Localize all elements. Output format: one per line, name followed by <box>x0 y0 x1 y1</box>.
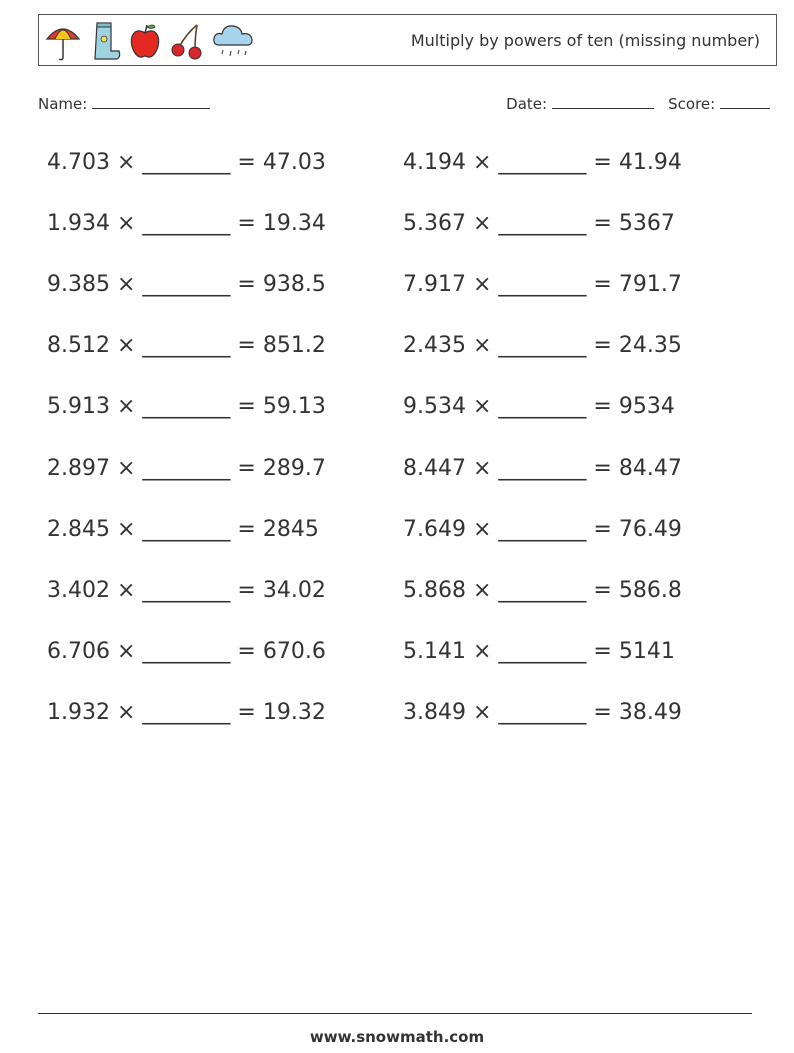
times-sign: × <box>472 639 492 664</box>
problem-left-6 <box>47 454 326 484</box>
answer-blank[interactable]: ________ <box>498 272 587 297</box>
score-blank[interactable] <box>720 94 770 109</box>
worksheet-title: Multiply by powers of ten (missing number) <box>410 31 760 50</box>
product: 24.35 <box>618 333 682 358</box>
problem-right-4 <box>403 331 682 361</box>
product: 84.47 <box>618 456 682 481</box>
times-sign: × <box>472 150 492 175</box>
equals-sign: = <box>593 639 612 664</box>
times-sign: × <box>472 394 492 419</box>
product: 289.7 <box>262 456 326 481</box>
problem-right-1 <box>403 148 682 178</box>
equals-sign: = <box>593 150 612 175</box>
apple-icon <box>127 19 163 63</box>
factor: 9.534 <box>403 394 466 419</box>
factor: 2.897 <box>47 456 110 481</box>
cherries-icon <box>167 19 207 63</box>
times-sign: × <box>116 456 136 481</box>
factor: 9.385 <box>47 272 110 297</box>
times-sign: × <box>472 517 492 542</box>
date-blank[interactable] <box>552 94 654 109</box>
factor: 6.706 <box>47 639 110 664</box>
problem-left-3 <box>47 270 326 300</box>
equals-sign: = <box>593 456 612 481</box>
product: 59.13 <box>262 394 326 419</box>
answer-blank[interactable]: ________ <box>142 700 231 725</box>
worksheet-header <box>38 14 777 66</box>
student-info-row <box>38 94 770 114</box>
times-sign: × <box>472 456 492 481</box>
answer-blank[interactable]: ________ <box>498 211 587 236</box>
equals-sign: = <box>237 272 256 297</box>
answer-blank[interactable]: ________ <box>142 394 231 419</box>
times-sign: × <box>116 517 136 542</box>
score-label: Score: <box>668 95 716 113</box>
product: 34.02 <box>262 578 326 603</box>
product: 9534 <box>618 394 675 419</box>
factor: 8.447 <box>403 456 466 481</box>
name-field <box>38 94 210 113</box>
footer-divider <box>38 1013 752 1014</box>
product: 2845 <box>262 517 319 542</box>
name-label: Name: <box>38 95 88 113</box>
times-sign: × <box>116 150 136 175</box>
product: 47.03 <box>262 150 326 175</box>
equals-sign: = <box>593 517 612 542</box>
equals-sign: = <box>237 639 256 664</box>
problem-left-7 <box>47 515 319 545</box>
rain-cloud-icon <box>211 19 255 63</box>
factor: 5.913 <box>47 394 110 419</box>
answer-blank[interactable]: ________ <box>142 333 231 358</box>
product: 586.8 <box>618 578 682 603</box>
equals-sign: = <box>237 211 256 236</box>
equals-sign: = <box>593 394 612 419</box>
answer-blank[interactable]: ________ <box>498 639 587 664</box>
product: 38.49 <box>618 700 682 725</box>
answer-blank[interactable]: ________ <box>142 517 231 542</box>
header-icons <box>43 19 255 63</box>
product: 851.2 <box>262 333 326 358</box>
product: 938.5 <box>262 272 326 297</box>
answer-blank[interactable]: ________ <box>498 333 587 358</box>
times-sign: × <box>472 211 492 236</box>
problem-left-5 <box>47 392 326 422</box>
equals-sign: = <box>237 700 256 725</box>
answer-blank[interactable]: ________ <box>498 517 587 542</box>
factor: 3.849 <box>403 700 466 725</box>
problem-left-8 <box>47 576 326 606</box>
factor: 4.194 <box>403 150 466 175</box>
factor: 5.141 <box>403 639 466 664</box>
problem-left-4 <box>47 331 326 361</box>
problem-left-2 <box>47 209 326 239</box>
equals-sign: = <box>237 517 256 542</box>
factor: 4.703 <box>47 150 110 175</box>
footer-url: www.snowmath.com <box>309 1028 485 1046</box>
problem-right-10 <box>403 698 682 728</box>
problem-right-5 <box>403 392 675 422</box>
factor: 3.402 <box>47 578 110 603</box>
answer-blank[interactable]: ________ <box>498 394 587 419</box>
problem-right-2 <box>403 209 675 239</box>
times-sign: × <box>472 578 492 603</box>
answer-blank[interactable]: ________ <box>142 639 231 664</box>
umbrella-icon <box>43 19 83 63</box>
factor: 1.932 <box>47 700 110 725</box>
factor: 5.868 <box>403 578 466 603</box>
date-label: Date: <box>506 95 548 113</box>
problem-right-6 <box>403 454 682 484</box>
problem-right-9 <box>403 637 675 667</box>
factor: 2.435 <box>403 333 466 358</box>
answer-blank[interactable]: ________ <box>498 700 587 725</box>
product: 41.94 <box>618 150 682 175</box>
date-score-fields <box>506 94 770 113</box>
factor: 2.845 <box>47 517 110 542</box>
answer-blank[interactable]: ________ <box>498 578 587 603</box>
equals-sign: = <box>237 150 256 175</box>
problem-left-1 <box>47 148 326 178</box>
factor: 7.649 <box>403 517 466 542</box>
times-sign: × <box>116 578 136 603</box>
times-sign: × <box>472 272 492 297</box>
equals-sign: = <box>593 700 612 725</box>
problem-left-10 <box>47 698 326 728</box>
name-blank[interactable] <box>92 94 210 109</box>
times-sign: × <box>472 333 492 358</box>
equals-sign: = <box>237 333 256 358</box>
factor: 8.512 <box>47 333 110 358</box>
product: 19.34 <box>262 211 326 236</box>
times-sign: × <box>116 333 136 358</box>
problem-left-9 <box>47 637 326 667</box>
answer-blank[interactable]: ________ <box>142 272 231 297</box>
equals-sign: = <box>593 211 612 236</box>
times-sign: × <box>116 394 136 419</box>
product: 19.32 <box>262 700 326 725</box>
times-sign: × <box>116 639 136 664</box>
factor: 7.917 <box>403 272 466 297</box>
equals-sign: = <box>593 333 612 358</box>
product: 5141 <box>618 639 675 664</box>
rain-boot-icon <box>87 19 123 63</box>
factor: 5.367 <box>403 211 466 236</box>
answer-blank[interactable]: ________ <box>142 211 231 236</box>
equals-sign: = <box>593 578 612 603</box>
equals-sign: = <box>237 578 256 603</box>
equals-sign: = <box>237 456 256 481</box>
factor: 1.934 <box>47 211 110 236</box>
times-sign: × <box>472 700 492 725</box>
product: 76.49 <box>618 517 682 542</box>
equals-sign: = <box>237 394 256 419</box>
times-sign: × <box>116 211 136 236</box>
answer-blank[interactable]: ________ <box>142 150 231 175</box>
answer-blank[interactable]: ________ <box>142 456 231 481</box>
problem-right-3 <box>403 270 682 300</box>
problem-right-8 <box>403 576 682 606</box>
product: 5367 <box>618 211 675 236</box>
product: 791.7 <box>618 272 682 297</box>
equals-sign: = <box>593 272 612 297</box>
answer-blank[interactable]: ________ <box>142 578 231 603</box>
problem-right-7 <box>403 515 682 545</box>
product: 670.6 <box>262 639 326 664</box>
answer-blank[interactable]: ________ <box>498 456 587 481</box>
answer-blank[interactable]: ________ <box>498 150 587 175</box>
times-sign: × <box>116 700 136 725</box>
times-sign: × <box>116 272 136 297</box>
